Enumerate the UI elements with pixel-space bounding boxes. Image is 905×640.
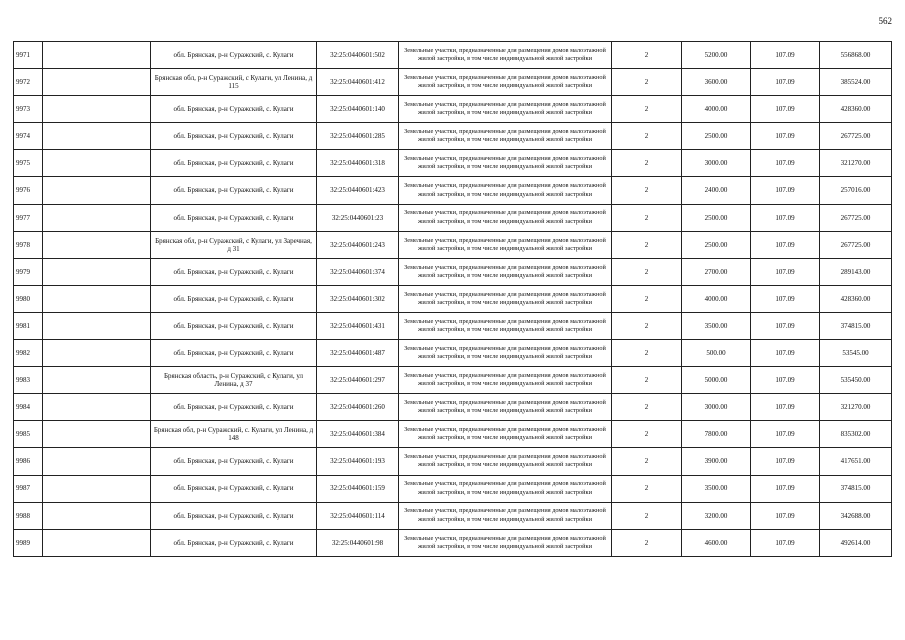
empty-cell bbox=[43, 96, 151, 123]
cadastral-value-cell: 267725.00 bbox=[820, 123, 892, 150]
address-cell: обл. Брянская, р-н Суражский, с. Кулаги bbox=[151, 96, 317, 123]
cadastral-value-cell: 289143.00 bbox=[820, 258, 892, 285]
specific-value-cell: 107.09 bbox=[751, 69, 820, 96]
cadastral-number-cell: 32:25:0440601:114 bbox=[317, 502, 399, 529]
address-cell: Брянская обл, р-н Суражский, с. Кулаги, ул Ленина, д 148 bbox=[151, 421, 317, 448]
land-category-cell: Земельные участки, предназначенные для размещения домов малоэтажной жилой застройки, в том числе индивидуальной жилой застройки bbox=[399, 502, 612, 529]
row-number: 9987 bbox=[14, 475, 43, 502]
cadastral-value-cell: 417651.00 bbox=[820, 448, 892, 475]
address-cell: Брянская обл, р-н Суражский, с Кулаги, ул Ленина, д 115 bbox=[151, 69, 317, 96]
land-category-cell: Земельные участки, предназначенные для размещения домов малоэтажной жилой застройки, в том числе индивидуальной жилой застройки bbox=[399, 177, 612, 204]
cadastral-value-cell: 428360.00 bbox=[820, 285, 892, 312]
row-number: 9972 bbox=[14, 69, 43, 96]
row-number: 9977 bbox=[14, 204, 43, 231]
empty-cell bbox=[43, 448, 151, 475]
land-category-cell: Земельные участки, предназначенные для размещения домов малоэтажной жилой застройки, в том числе индивидуальной жилой застройки bbox=[399, 421, 612, 448]
cadastral-value-cell: 342688.00 bbox=[820, 502, 892, 529]
cadastral-number-cell: 32:25:0440601:140 bbox=[317, 96, 399, 123]
table-row bbox=[14, 367, 892, 394]
empty-cell bbox=[43, 204, 151, 231]
table-row bbox=[14, 150, 892, 177]
group-cell: 2 bbox=[612, 258, 682, 285]
cadastral-number-cell: 32:25:0440601:98 bbox=[317, 529, 399, 556]
address-cell: Брянская обл, р-н Суражский, с Кулаги, ул Заречная, д 31 bbox=[151, 231, 317, 258]
empty-cell bbox=[43, 421, 151, 448]
specific-value-cell: 107.09 bbox=[751, 204, 820, 231]
cadastral-number-cell: 32:25:0440601:423 bbox=[317, 177, 399, 204]
cadastral-value-cell: 267725.00 bbox=[820, 231, 892, 258]
land-category-cell: Земельные участки, предназначенные для размещения домов малоэтажной жилой застройки, в том числе индивидуальной жилой застройки bbox=[399, 231, 612, 258]
address-cell: обл. Брянская, р-н Суражский, с. Кулаги bbox=[151, 475, 317, 502]
empty-cell bbox=[43, 367, 151, 394]
table-body bbox=[14, 42, 892, 557]
specific-value-cell: 107.09 bbox=[751, 529, 820, 556]
group-cell: 2 bbox=[612, 394, 682, 421]
table-row bbox=[14, 285, 892, 312]
specific-value-cell: 107.09 bbox=[751, 42, 820, 69]
area-cell: 5200.00 bbox=[682, 42, 751, 69]
empty-cell bbox=[43, 394, 151, 421]
land-category-cell: Земельные участки, предназначенные для размещения домов малоэтажной жилой застройки, в том числе индивидуальной жилой застройки bbox=[399, 448, 612, 475]
area-cell: 500.00 bbox=[682, 340, 751, 367]
row-number: 9974 bbox=[14, 123, 43, 150]
specific-value-cell: 107.09 bbox=[751, 177, 820, 204]
area-cell: 4600.00 bbox=[682, 529, 751, 556]
specific-value-cell: 107.09 bbox=[751, 421, 820, 448]
address-cell: обл. Брянская, р-н Суражский, с. Кулаги bbox=[151, 340, 317, 367]
empty-cell bbox=[43, 285, 151, 312]
area-cell: 4000.00 bbox=[682, 285, 751, 312]
cadastral-number-cell: 32:25:0440601:159 bbox=[317, 475, 399, 502]
cadastral-number-cell: 32:25:0440601:260 bbox=[317, 394, 399, 421]
group-cell: 2 bbox=[612, 367, 682, 394]
group-cell: 2 bbox=[612, 177, 682, 204]
table-row bbox=[14, 421, 892, 448]
row-number: 9980 bbox=[14, 285, 43, 312]
specific-value-cell: 107.09 bbox=[751, 150, 820, 177]
table-row bbox=[14, 258, 892, 285]
cadastral-value-cell: 53545.00 bbox=[820, 340, 892, 367]
table-row bbox=[14, 502, 892, 529]
area-cell: 2500.00 bbox=[682, 123, 751, 150]
group-cell: 2 bbox=[612, 150, 682, 177]
land-category-cell: Земельные участки, предназначенные для размещения домов малоэтажной жилой застройки, в том числе индивидуальной жилой застройки bbox=[399, 475, 612, 502]
area-cell: 3500.00 bbox=[682, 312, 751, 339]
cadastral-number-cell: 32:25:0440601:302 bbox=[317, 285, 399, 312]
land-category-cell: Земельные участки, предназначенные для размещения домов малоэтажной жилой застройки, в том числе индивидуальной жилой застройки bbox=[399, 123, 612, 150]
group-cell: 2 bbox=[612, 96, 682, 123]
land-category-cell: Земельные участки, предназначенные для размещения домов малоэтажной жилой застройки, в том числе индивидуальной жилой застройки bbox=[399, 285, 612, 312]
table-row bbox=[14, 69, 892, 96]
row-number: 9978 bbox=[14, 231, 43, 258]
cadastral-value-cell: 556868.00 bbox=[820, 42, 892, 69]
group-cell: 2 bbox=[612, 204, 682, 231]
row-number: 9986 bbox=[14, 448, 43, 475]
area-cell: 3000.00 bbox=[682, 394, 751, 421]
address-cell: обл. Брянская, р-н Суражский, с. Кулаги bbox=[151, 204, 317, 231]
area-cell: 3500.00 bbox=[682, 475, 751, 502]
address-cell: обл. Брянская, р-н Суражский, с. Кулаги bbox=[151, 123, 317, 150]
row-number: 9984 bbox=[14, 394, 43, 421]
table-row bbox=[14, 448, 892, 475]
empty-cell bbox=[43, 42, 151, 69]
land-category-cell: Земельные участки, предназначенные для размещения домов малоэтажной жилой застройки, в том числе индивидуальной жилой застройки bbox=[399, 42, 612, 69]
land-category-cell: Земельные участки, предназначенные для размещения домов малоэтажной жилой застройки, в том числе индивидуальной жилой застройки bbox=[399, 394, 612, 421]
cadastral-value-cell: 385524.00 bbox=[820, 69, 892, 96]
specific-value-cell: 107.09 bbox=[751, 258, 820, 285]
empty-cell bbox=[43, 502, 151, 529]
cadastral-number-cell: 32:25:0440601:374 bbox=[317, 258, 399, 285]
land-category-cell: Земельные участки, предназначенные для размещения домов малоэтажной жилой застройки, в том числе индивидуальной жилой застройки bbox=[399, 258, 612, 285]
cadastral-value-cell: 374815.00 bbox=[820, 312, 892, 339]
address-cell: обл. Брянская, р-н Суражский, с. Кулаги bbox=[151, 394, 317, 421]
area-cell: 2500.00 bbox=[682, 204, 751, 231]
address-cell: обл. Брянская, р-н Суражский, с. Кулаги bbox=[151, 448, 317, 475]
row-number: 9979 bbox=[14, 258, 43, 285]
land-category-cell: Земельные участки, предназначенные для размещения домов малоэтажной жилой застройки, в том числе индивидуальной жилой застройки bbox=[399, 150, 612, 177]
specific-value-cell: 107.09 bbox=[751, 394, 820, 421]
cadastral-value-cell: 321270.00 bbox=[820, 394, 892, 421]
group-cell: 2 bbox=[612, 502, 682, 529]
table-row bbox=[14, 204, 892, 231]
specific-value-cell: 107.09 bbox=[751, 312, 820, 339]
specific-value-cell: 107.09 bbox=[751, 475, 820, 502]
cadastral-number-cell: 32:25:0440601:412 bbox=[317, 69, 399, 96]
area-cell: 2500.00 bbox=[682, 231, 751, 258]
land-category-cell: Земельные участки, предназначенные для размещения домов малоэтажной жилой застройки, в том числе индивидуальной жилой застройки bbox=[399, 367, 612, 394]
area-cell: 3600.00 bbox=[682, 69, 751, 96]
cadastral-number-cell: 32:25:0440601:23 bbox=[317, 204, 399, 231]
area-cell: 4000.00 bbox=[682, 96, 751, 123]
area-cell: 5000.00 bbox=[682, 367, 751, 394]
land-category-cell: Земельные участки, предназначенные для размещения домов малоэтажной жилой застройки, в том числе индивидуальной жилой застройки bbox=[399, 204, 612, 231]
address-cell: обл. Брянская, р-н Суражский, с. Кулаги bbox=[151, 285, 317, 312]
address-cell: Брянская область, р-н Суражский, с Кулаги, ул Ленина, д 37 bbox=[151, 367, 317, 394]
area-cell: 2700.00 bbox=[682, 258, 751, 285]
group-cell: 2 bbox=[612, 421, 682, 448]
cadastral-number-cell: 32:25:0440601:431 bbox=[317, 312, 399, 339]
address-cell: обл. Брянская, р-н Суражский, с. Кулаги bbox=[151, 42, 317, 69]
cadastral-number-cell: 32:25:0440601:502 bbox=[317, 42, 399, 69]
cadastral-value-cell: 257016.00 bbox=[820, 177, 892, 204]
cadastral-value-cell: 492614.00 bbox=[820, 529, 892, 556]
group-cell: 2 bbox=[612, 448, 682, 475]
cadastral-value-cell: 374815.00 bbox=[820, 475, 892, 502]
specific-value-cell: 107.09 bbox=[751, 502, 820, 529]
row-number: 9973 bbox=[14, 96, 43, 123]
row-number: 9976 bbox=[14, 177, 43, 204]
address-cell: обл. Брянская, р-н Суражский, с. Кулаги bbox=[151, 312, 317, 339]
specific-value-cell: 107.09 bbox=[751, 123, 820, 150]
table-row bbox=[14, 475, 892, 502]
cadastral-value-cell: 428360.00 bbox=[820, 96, 892, 123]
land-category-cell: Земельные участки, предназначенные для размещения домов малоэтажной жилой застройки, в том числе индивидуальной жилой застройки bbox=[399, 340, 612, 367]
cadastral-number-cell: 32:25:0440601:487 bbox=[317, 340, 399, 367]
row-number: 9985 bbox=[14, 421, 43, 448]
table-row bbox=[14, 394, 892, 421]
land-category-cell: Земельные участки, предназначенные для размещения домов малоэтажной жилой застройки, в том числе индивидуальной жилой застройки bbox=[399, 69, 612, 96]
land-registry-table bbox=[13, 41, 892, 557]
specific-value-cell: 107.09 bbox=[751, 367, 820, 394]
address-cell: обл. Брянская, р-н Суражский, с. Кулаги bbox=[151, 502, 317, 529]
land-category-cell: Земельные участки, предназначенные для размещения домов малоэтажной жилой застройки, в том числе индивидуальной жилой застройки bbox=[399, 96, 612, 123]
land-category-cell: Земельные участки, предназначенные для размещения домов малоэтажной жилой застройки, в том числе индивидуальной жилой застройки bbox=[399, 312, 612, 339]
cadastral-value-cell: 835302.00 bbox=[820, 421, 892, 448]
table-row bbox=[14, 177, 892, 204]
group-cell: 2 bbox=[612, 231, 682, 258]
row-number: 9981 bbox=[14, 312, 43, 339]
specific-value-cell: 107.09 bbox=[751, 340, 820, 367]
page-number: 562 bbox=[878, 16, 892, 26]
area-cell: 3900.00 bbox=[682, 448, 751, 475]
cadastral-value-cell: 267725.00 bbox=[820, 204, 892, 231]
specific-value-cell: 107.09 bbox=[751, 231, 820, 258]
empty-cell bbox=[43, 312, 151, 339]
empty-cell bbox=[43, 69, 151, 96]
empty-cell bbox=[43, 529, 151, 556]
address-cell: обл. Брянская, р-н Суражский, с. Кулаги bbox=[151, 258, 317, 285]
cadastral-value-cell: 535450.00 bbox=[820, 367, 892, 394]
empty-cell bbox=[43, 340, 151, 367]
table-row bbox=[14, 340, 892, 367]
empty-cell bbox=[43, 150, 151, 177]
group-cell: 2 bbox=[612, 312, 682, 339]
cadastral-number-cell: 32:25:0440601:285 bbox=[317, 123, 399, 150]
cadastral-number-cell: 32:25:0440601:193 bbox=[317, 448, 399, 475]
row-number: 9989 bbox=[14, 529, 43, 556]
empty-cell bbox=[43, 123, 151, 150]
area-cell: 2400.00 bbox=[682, 177, 751, 204]
table-row bbox=[14, 123, 892, 150]
row-number: 9988 bbox=[14, 502, 43, 529]
address-cell: обл. Брянская, р-н Суражский, с. Кулаги bbox=[151, 150, 317, 177]
group-cell: 2 bbox=[612, 42, 682, 69]
group-cell: 2 bbox=[612, 285, 682, 312]
row-number: 9975 bbox=[14, 150, 43, 177]
specific-value-cell: 107.09 bbox=[751, 96, 820, 123]
cadastral-number-cell: 32:25:0440601:384 bbox=[317, 421, 399, 448]
table-row bbox=[14, 231, 892, 258]
table-row bbox=[14, 312, 892, 339]
area-cell: 7800.00 bbox=[682, 421, 751, 448]
cadastral-number-cell: 32:25:0440601:243 bbox=[317, 231, 399, 258]
cadastral-number-cell: 32:25:0440601:297 bbox=[317, 367, 399, 394]
row-number: 9982 bbox=[14, 340, 43, 367]
address-cell: обл. Брянская, р-н Суражский, с. Кулаги bbox=[151, 529, 317, 556]
group-cell: 2 bbox=[612, 529, 682, 556]
group-cell: 2 bbox=[612, 475, 682, 502]
empty-cell bbox=[43, 231, 151, 258]
empty-cell bbox=[43, 475, 151, 502]
group-cell: 2 bbox=[612, 340, 682, 367]
table-row bbox=[14, 529, 892, 556]
area-cell: 3200.00 bbox=[682, 502, 751, 529]
cadastral-number-cell: 32:25:0440601:318 bbox=[317, 150, 399, 177]
group-cell: 2 bbox=[612, 123, 682, 150]
land-category-cell: Земельные участки, предназначенные для размещения домов малоэтажной жилой застройки, в том числе индивидуальной жилой застройки bbox=[399, 529, 612, 556]
empty-cell bbox=[43, 258, 151, 285]
specific-value-cell: 107.09 bbox=[751, 285, 820, 312]
specific-value-cell: 107.09 bbox=[751, 448, 820, 475]
table-row bbox=[14, 42, 892, 69]
table-row bbox=[14, 96, 892, 123]
row-number: 9971 bbox=[14, 42, 43, 69]
row-number: 9983 bbox=[14, 367, 43, 394]
area-cell: 3000.00 bbox=[682, 150, 751, 177]
group-cell: 2 bbox=[612, 69, 682, 96]
address-cell: обл. Брянская, р-н Суражский, с. Кулаги bbox=[151, 177, 317, 204]
empty-cell bbox=[43, 177, 151, 204]
cadastral-value-cell: 321270.00 bbox=[820, 150, 892, 177]
